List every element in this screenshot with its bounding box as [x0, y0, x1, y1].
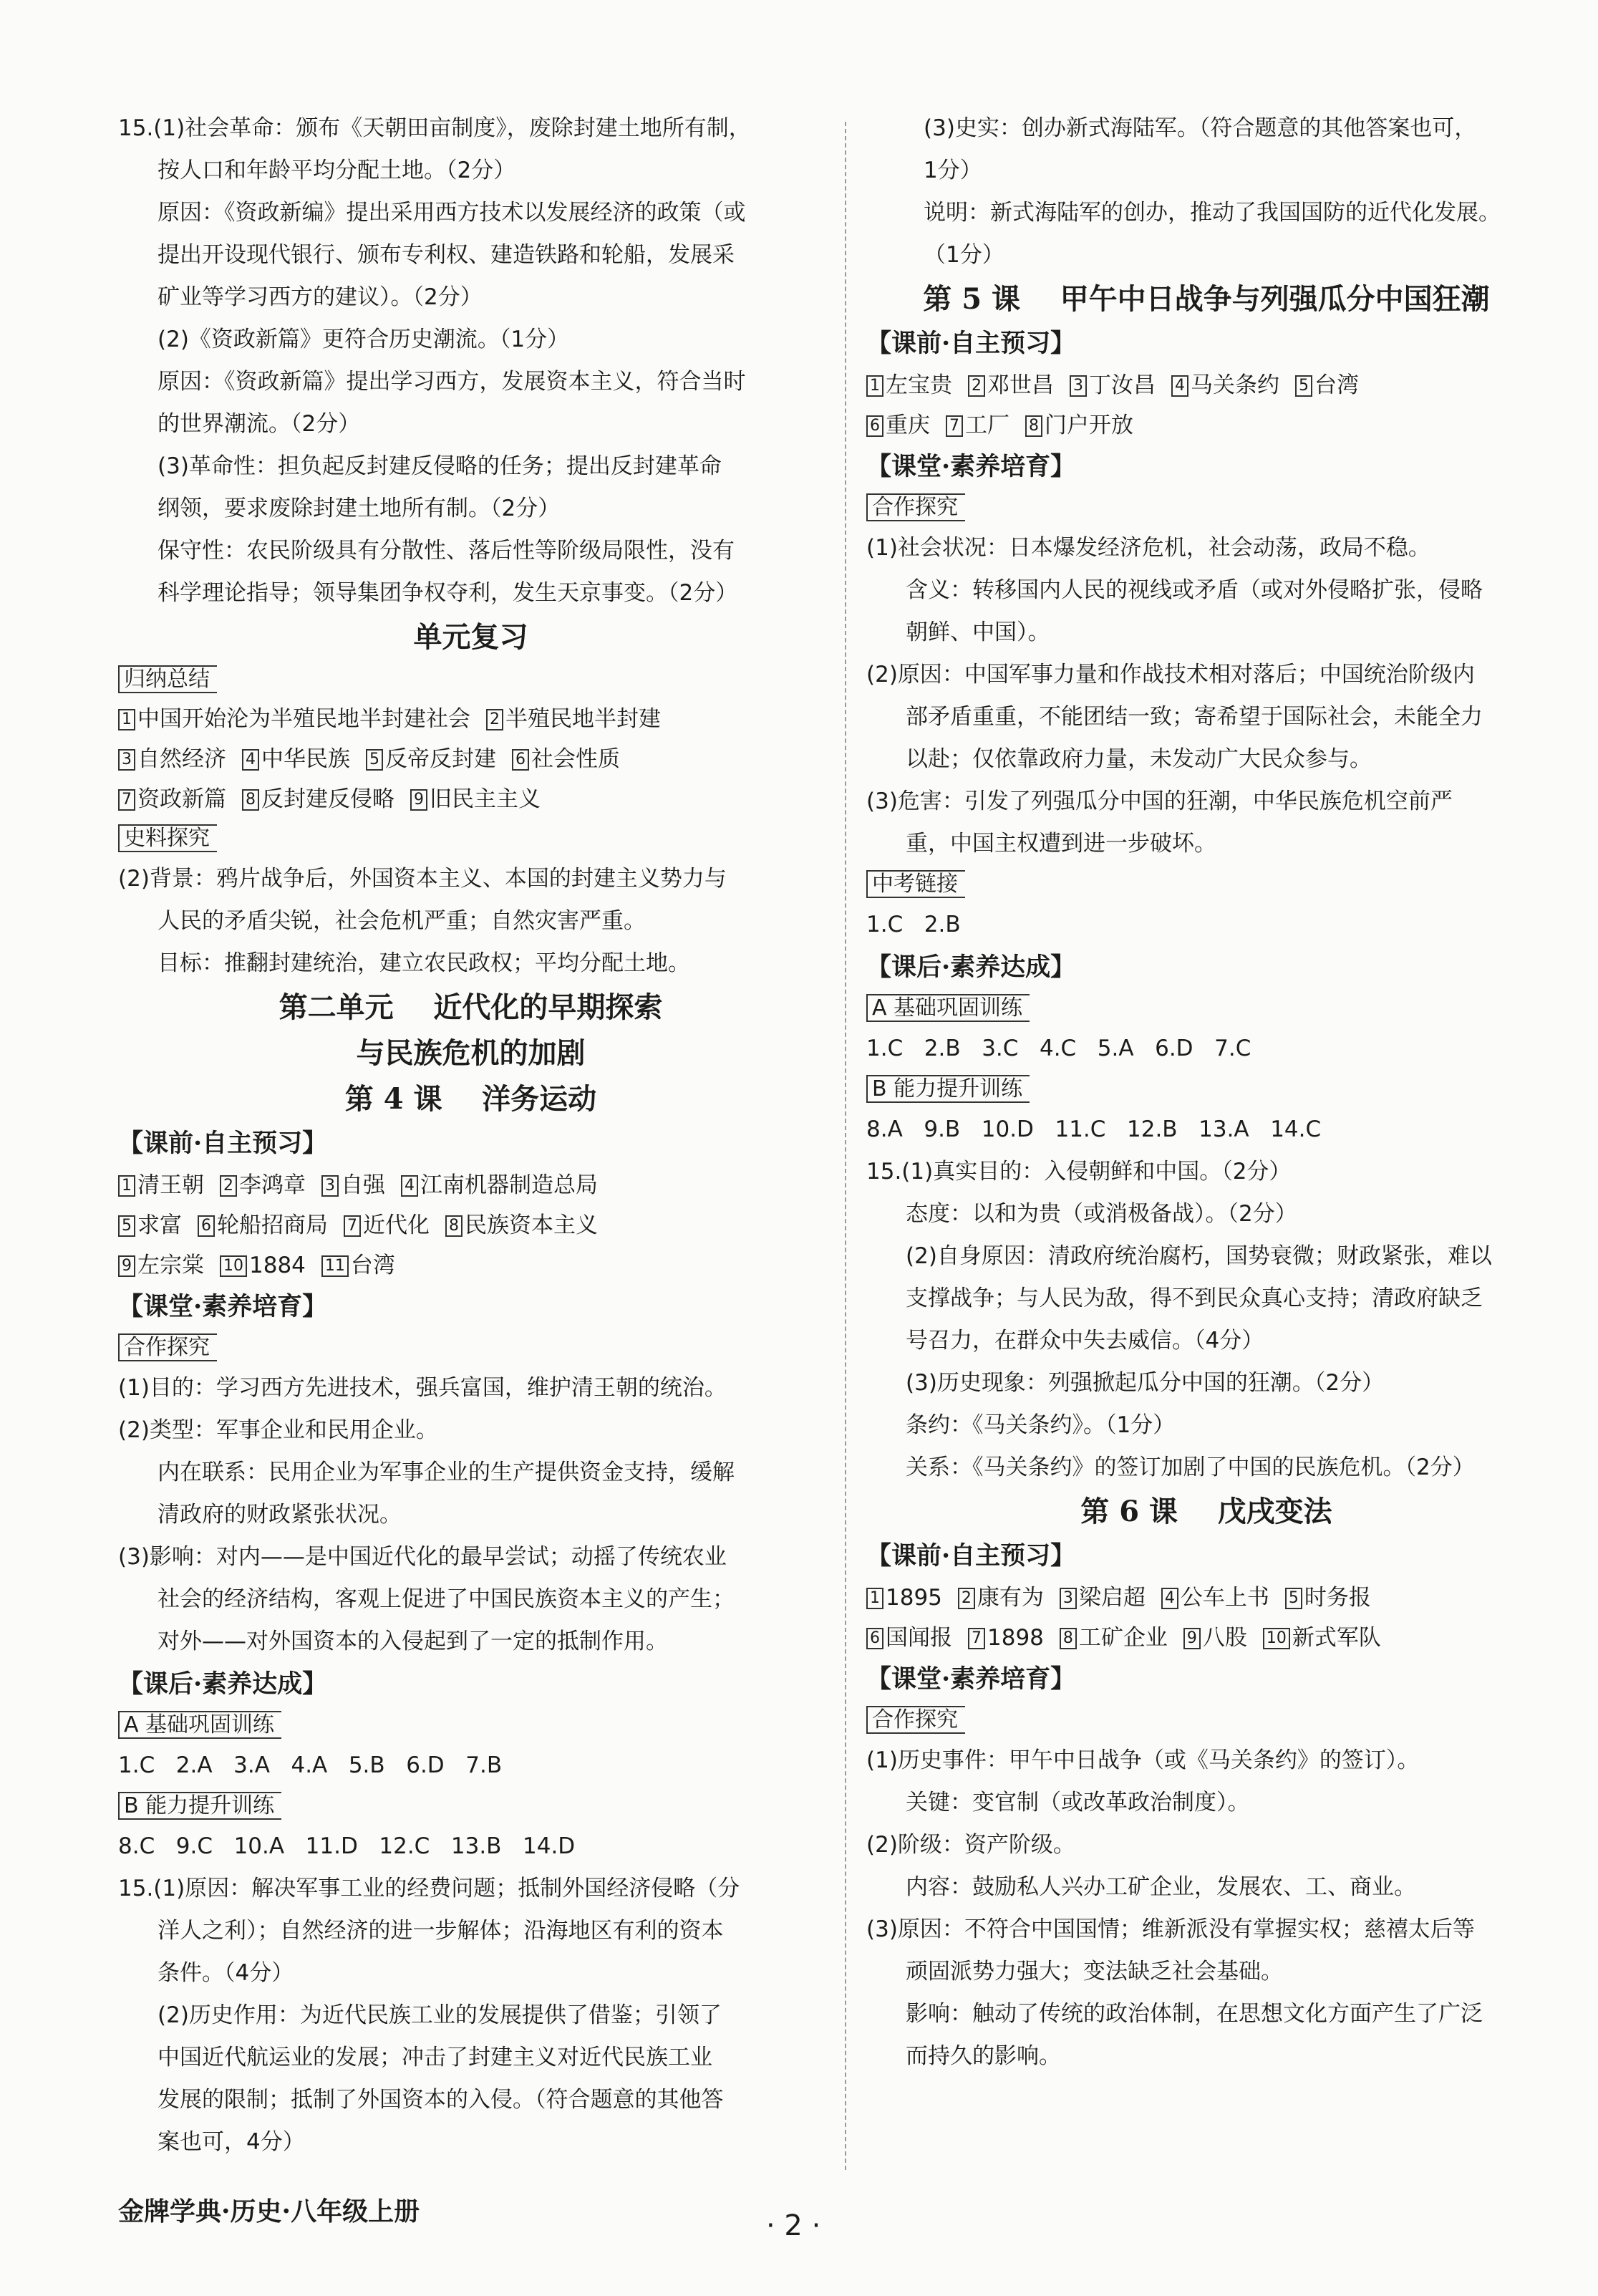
- item-number: 4: [1171, 375, 1188, 397]
- text-line: 关系：《马关条约》的签订加剧了中国的民族危机。（2分）: [906, 1455, 1475, 1480]
- left-column: [118, 107, 823, 2164]
- keyword-item: [220, 1172, 306, 1198]
- item-text: 梁启超: [1078, 1585, 1146, 1611]
- text-line: 保守性：农民阶级具有分散性、落后性等阶级局限性，没有: [158, 538, 735, 564]
- text-line: (2)自身原因：清政府统治腐朽，国势衰微；财政紧张，难以: [906, 1243, 1492, 1269]
- keyword-item: [946, 413, 1009, 438]
- text-line: 洋人之利）；自然经济的进一步解体；沿海地区有利的资本: [158, 1918, 724, 1944]
- keyword-item: [118, 1172, 204, 1198]
- text-line: (2)原因：中国军事力量和作战技术相对落后；中国统治阶级内: [866, 662, 1475, 688]
- text-line: 顽固派势力强大；变法缺乏社会基础。: [906, 1959, 1283, 1984]
- item-number: 3: [1070, 375, 1087, 397]
- keyword-row: [118, 1205, 823, 1245]
- keyword-item: [118, 706, 470, 732]
- item-number: 5: [118, 1215, 135, 1237]
- preview-items: [866, 365, 1546, 445]
- keyword-item: [242, 746, 350, 772]
- item-number: 8: [1025, 415, 1042, 437]
- item-number: 6: [866, 415, 883, 437]
- item-text: 丁汝昌: [1089, 372, 1156, 398]
- item-number: 2: [968, 375, 985, 397]
- item-number: 2: [486, 709, 503, 730]
- text-line: (3)革命性：担负起反封建反侵略的任务；提出反封建革命: [158, 453, 722, 479]
- text-line: 内容：鼓励私人兴办工矿企业，发展农、工、商业。: [906, 1874, 1416, 1900]
- text-line: 对外——对外国资本的入侵起到了一定的抵制作用。: [158, 1629, 668, 1654]
- item-number: 2: [220, 1175, 237, 1197]
- item-number: 7: [968, 1628, 985, 1649]
- item-text: 资政新篇: [137, 786, 226, 812]
- keyword-item: [445, 1212, 598, 1238]
- keyword-item: [866, 1625, 952, 1651]
- text-line: 条约：《马关条约》。（1分）: [906, 1412, 1176, 1438]
- item-number: 9: [410, 789, 427, 811]
- item-number: 1: [118, 1175, 135, 1197]
- item-text: 时务报: [1304, 1585, 1371, 1611]
- summary-items: [118, 699, 823, 819]
- text-line: (1)社会状况：日本爆发经济危机，社会动荡，政局不稳。: [866, 535, 1430, 561]
- keyword-item: [1060, 1625, 1168, 1651]
- text-line: 案也可，4分）: [158, 2129, 305, 2155]
- item-number: 1: [866, 375, 883, 397]
- keyword-row: [866, 1578, 1546, 1618]
- keyword-row: [118, 699, 823, 739]
- b-label: B 能力提升训练: [118, 1787, 823, 1825]
- item-text: 民族资本主义: [465, 1212, 598, 1238]
- text-line: (2)历史作用：为近代民族工业的发展提供了借鉴；引领了: [158, 2002, 722, 2028]
- keyword-item: [968, 372, 1054, 398]
- keyword-item: [118, 746, 226, 772]
- after-title: 【课后·素养达成】: [118, 1669, 328, 1699]
- preview-items: [866, 1578, 1546, 1658]
- item-text: 国闻报: [886, 1625, 952, 1651]
- item-number: 3: [1060, 1588, 1077, 1609]
- text-line: 15.(1)真实目的：入侵朝鲜和中国。（2分）: [866, 1159, 1292, 1185]
- item-number: 10: [220, 1255, 247, 1277]
- item-text: 邓世昌: [987, 372, 1054, 398]
- keyword-item: [486, 706, 661, 732]
- item-number: 11: [321, 1255, 349, 1277]
- text-line: (3)影响：对内——是中国近代化的最早尝试；动摇了传统农业: [118, 1544, 727, 1570]
- keyword-item: [118, 1253, 204, 1278]
- item-text: 社会性质: [531, 746, 620, 772]
- coop-label: 合作探究: [118, 1328, 823, 1367]
- page-number: · 2 ·: [766, 2209, 821, 2242]
- text-line: 人民的矛盾尖锐，社会危机严重；自然灾害严重。: [158, 908, 646, 934]
- item-text: 自强: [341, 1172, 385, 1198]
- item-number: 7: [344, 1215, 361, 1237]
- keyword-row: [866, 405, 1546, 445]
- text-line: (3)原因：不符合中国国情；维新派没有掌握实权；慈禧太后等: [866, 1916, 1475, 1942]
- item-number: 2: [958, 1588, 975, 1609]
- text-line: 而持久的影响。: [906, 2043, 1061, 2069]
- column-divider: [845, 122, 846, 2170]
- unit-review-title: 单元复习: [413, 620, 528, 654]
- preview-title: 【课前·自主预习】: [866, 329, 1076, 358]
- keyword-item: [1263, 1625, 1381, 1651]
- lesson-4-title: 第 4 课 洋务运动: [344, 1082, 597, 1116]
- text-line: 中国近代航运业的发展；冲击了封建主义对近代民族工业: [158, 2045, 712, 2070]
- item-number: 9: [118, 1255, 135, 1277]
- text-line: 原因：《资政新编》提出采用西方技术以发展经济的政策（或: [158, 200, 746, 226]
- item-number: 7: [118, 789, 135, 811]
- text-line: 15.(1)原因：解决军事工业的经费问题；抵制外国经济侵略（分: [118, 1876, 740, 1901]
- class-title: 【课堂·素养培育】: [118, 1292, 328, 1321]
- text-line: 条件。（4分）: [158, 1960, 294, 1986]
- keyword-item: [958, 1585, 1044, 1611]
- item-number: 1: [866, 1588, 883, 1609]
- keyword-row: [118, 1245, 823, 1286]
- item-number: 5: [1285, 1588, 1302, 1609]
- text-line: (3)危害：引发了列强瓜分中国的狂潮，中华民族危机空前严: [866, 788, 1453, 814]
- item-text: 中国开始沦为半殖民地半封建社会: [137, 706, 470, 732]
- item-text: 工矿企业: [1078, 1625, 1168, 1651]
- keyword-item: [410, 786, 541, 812]
- keyword-item: [1060, 1585, 1146, 1611]
- class-title: 【课堂·素养培育】: [866, 452, 1076, 481]
- text-line: 以赴；仅依靠政府力量，未发动广大民众参与。: [906, 746, 1372, 772]
- unit-title-line-1: 第二单元 近代化的早期探索: [279, 990, 663, 1024]
- item-text: 中华民族: [261, 746, 350, 772]
- keyword-item: [220, 1253, 306, 1278]
- item-text: 马关条约: [1191, 372, 1279, 398]
- text-line: 纲领，要求废除封建土地所有制。（2分）: [158, 496, 561, 521]
- keyword-item: [321, 1172, 385, 1198]
- text-line: 支撑战争；与人民为敌，得不到民众真心支持；清政府缺乏: [906, 1286, 1483, 1311]
- item-number: 3: [321, 1175, 339, 1197]
- item-number: 1: [118, 709, 135, 730]
- text-line: 态度：以和为贵（或消极备战）。（2分）: [906, 1201, 1297, 1227]
- item-text: 反封建反侵略: [261, 786, 394, 812]
- keyword-item: [1171, 372, 1279, 398]
- preview-items: [118, 1165, 823, 1286]
- item-number: 6: [866, 1628, 883, 1649]
- item-text: 重庆: [886, 413, 930, 438]
- keyword-item: [401, 1172, 598, 1198]
- keyword-item: [866, 413, 930, 438]
- keyword-item: [866, 1585, 942, 1611]
- a-label: A 基础巩固训练: [118, 1706, 823, 1745]
- b-label: B 能力提升训练: [866, 1070, 1546, 1109]
- item-text: 康有为: [977, 1585, 1044, 1611]
- book-title: 金牌学典·历史·八年级上册: [118, 2196, 420, 2227]
- q15a-block: [118, 107, 823, 614]
- keyword-item: [1025, 413, 1133, 438]
- item-text: 半殖民地半封建: [505, 706, 661, 732]
- item-number: 6: [512, 749, 529, 771]
- right-column: [866, 107, 1546, 2078]
- item-number: 4: [1161, 1588, 1178, 1609]
- keyword-item: [1295, 372, 1359, 398]
- lesson-6-title: 第 6 课 戊戌变法: [1080, 1495, 1332, 1528]
- item-number: 4: [401, 1175, 418, 1197]
- text-line: 1分）: [924, 158, 982, 183]
- text-line: 15.(1)社会革命：颁布《天朝田亩制度》，废除封建土地所有制，: [118, 115, 751, 141]
- b-answers: 8.C 9.C 10.A 11.D 12.C 13.B 14.D: [118, 1833, 576, 1859]
- preview-title: 【课前·自主预习】: [866, 1541, 1076, 1571]
- item-number: 10: [1263, 1628, 1290, 1649]
- item-text: 台湾: [1314, 372, 1359, 398]
- item-text: 工厂: [965, 413, 1009, 438]
- keyword-item: [321, 1253, 395, 1278]
- keyword-item: [1183, 1625, 1247, 1651]
- item-text: 求富: [137, 1212, 182, 1238]
- a-answers: 1.C 2.B 3.C 4.C 5.A 6.D 7.C: [866, 1036, 1251, 1061]
- keyword-row: [866, 1618, 1546, 1658]
- text-line: 社会的经济结构，客观上促进了中国民族资本主义的产生；: [158, 1586, 735, 1612]
- text-line: 内在联系：民用企业为军事企业的生产提供资金支持，缓解: [158, 1460, 735, 1485]
- keyword-row: [866, 365, 1546, 405]
- text-line: 科学理论指导；领导集团争权夺利，发生天京事变。（2分）: [158, 580, 738, 606]
- coop-label: 合作探究: [866, 1701, 1546, 1740]
- summary-label: 归纳总结: [118, 660, 823, 699]
- text-line: 发展的限制；抵制了外国资本的入侵。（符合题意的其他答: [158, 2087, 724, 2113]
- text-line: (2)背景：鸦片战争后，外国资本主义、本国的封建主义势力与: [118, 866, 727, 892]
- item-number: 8: [1060, 1628, 1077, 1649]
- text-line: 关键：变官制（或改革政治制度）。: [906, 1790, 1250, 1815]
- item-text: 台湾: [350, 1253, 395, 1278]
- a-label: A 基础巩固训练: [866, 989, 1546, 1028]
- text-line: 部矛盾重重，不能团结一致；寄希望于国际社会，未能全力: [906, 704, 1483, 730]
- preview-title: 【课前·自主预习】: [118, 1129, 328, 1158]
- b-answers: 8.A 9.B 10.D 11.C 12.B 13.A 14.C: [866, 1116, 1322, 1142]
- keyword-row: [118, 1165, 823, 1205]
- text-line: 提出开设现代银行、颁布专利权、建造铁路和轮船，发展采: [158, 242, 735, 268]
- text-line: 含义：转移国内人民的视线或矛盾（或对外侵略扩张，侵略: [906, 577, 1483, 603]
- item-text: 自然经济: [137, 746, 226, 772]
- text-line: 清政府的财政紧张状况。: [158, 1502, 402, 1528]
- unit-title-line-2: 与民族危机的加剧: [356, 1036, 586, 1070]
- keyword-item: [118, 786, 226, 812]
- keyword-item: [1070, 372, 1156, 398]
- item-text: 清王朝: [137, 1172, 204, 1198]
- item-number: 6: [198, 1215, 215, 1237]
- a-answers: 1.C 2.A 3.A 4.A 5.B 6.D 7.B: [118, 1752, 503, 1778]
- keyword-item: [512, 746, 620, 772]
- item-text: 左宝贵: [886, 372, 952, 398]
- text-line: 矿业等学习西方的建议）。（2分）: [158, 284, 483, 310]
- text-line: 目标：推翻封建统治，建立农民政权；平均分配土地。: [158, 950, 690, 976]
- item-text: 1895: [886, 1585, 942, 1611]
- keyword-row: [118, 779, 823, 819]
- item-number: 5: [1295, 375, 1312, 397]
- keyword-item: [968, 1625, 1044, 1651]
- item-number: 8: [242, 789, 259, 811]
- text-line: (1)历史事件：甲午中日战争（或《马关条约》的签订）。: [866, 1747, 1420, 1773]
- text-line: 说明：新式海陆军的创办，推动了我国国防的近代化发展。: [924, 200, 1501, 226]
- text-line: 影响：触动了传统的政治体制，在思想文化方面产生了广泛: [906, 2001, 1483, 2027]
- item-text: 近代化: [363, 1212, 430, 1238]
- item-text: 李鸿章: [239, 1172, 306, 1198]
- text-line: (2)阶级：资产阶级。: [866, 1832, 1075, 1858]
- coop-label: 合作探究: [866, 488, 1546, 527]
- keyword-item: [1161, 1585, 1269, 1611]
- text-line: (2)类型：军事企业和民用企业。: [118, 1417, 438, 1443]
- text-line: (3)历史现象：列强掀起瓜分中国的狂潮。（2分）: [906, 1370, 1385, 1396]
- after-title: 【课后·素养达成】: [866, 952, 1076, 982]
- text-line: （1分）: [924, 242, 1004, 268]
- item-text: 门户开放: [1045, 413, 1133, 438]
- item-text: 旧民主主义: [430, 786, 541, 812]
- class-title: 【课堂·素养培育】: [866, 1664, 1076, 1694]
- keyword-item: [866, 372, 952, 398]
- text-line: 朝鲜、中国）。: [906, 619, 1050, 645]
- item-number: 4: [242, 749, 259, 771]
- item-text: 八股: [1202, 1625, 1247, 1651]
- text-line: 的世界潮流。（2分）: [158, 411, 361, 437]
- text-line: 重，中国主权遭到进一步破坏。: [906, 831, 1216, 857]
- item-number: 3: [118, 749, 135, 771]
- text-line: 号召力，在群众中失去威信。（4分）: [906, 1328, 1264, 1354]
- item-text: 左宗棠: [137, 1253, 204, 1278]
- item-text: 轮船招商局: [217, 1212, 328, 1238]
- item-number: 5: [366, 749, 383, 771]
- text-line: (1)目的：学习西方先进技术，强兵富国，维护清王朝的统治。: [118, 1375, 727, 1401]
- text-line: 按人口和年龄平均分配土地。（2分）: [158, 158, 516, 183]
- lesson-5-title: 第 5 课 甲午中日战争与列强瓜分中国狂潮: [923, 282, 1490, 316]
- item-text: 江南机器制造总局: [420, 1172, 598, 1198]
- text-line: (2)《资政新篇》更符合历史潮流。（1分）: [158, 327, 570, 352]
- keyword-item: [118, 1212, 182, 1238]
- keyword-item: [366, 746, 496, 772]
- item-text: 1898: [987, 1625, 1044, 1651]
- item-text: 反帝反封建: [385, 746, 496, 772]
- keyword-item: [242, 786, 394, 812]
- item-text: 新式军队: [1292, 1625, 1381, 1651]
- item-number: 8: [445, 1215, 463, 1237]
- text-line: (3)史实：创办新式海陆军。（符合题意的其他答案也可，: [924, 115, 1477, 141]
- item-number: 7: [946, 415, 963, 437]
- exam-label: 中考链接: [866, 865, 1546, 904]
- exam-answers: 1.C 2.B: [866, 912, 961, 937]
- source-label: 史料探究: [118, 819, 823, 858]
- item-text: 1884: [249, 1253, 306, 1278]
- keyword-item: [344, 1212, 430, 1238]
- keyword-item: [1285, 1585, 1371, 1611]
- item-number: 9: [1183, 1628, 1201, 1649]
- text-line: 原因：《资政新篇》提出学习西方，发展资本主义，符合当时: [158, 369, 746, 395]
- keyword-item: [198, 1212, 328, 1238]
- keyword-row: [118, 739, 823, 779]
- item-text: 公车上书: [1180, 1585, 1269, 1611]
